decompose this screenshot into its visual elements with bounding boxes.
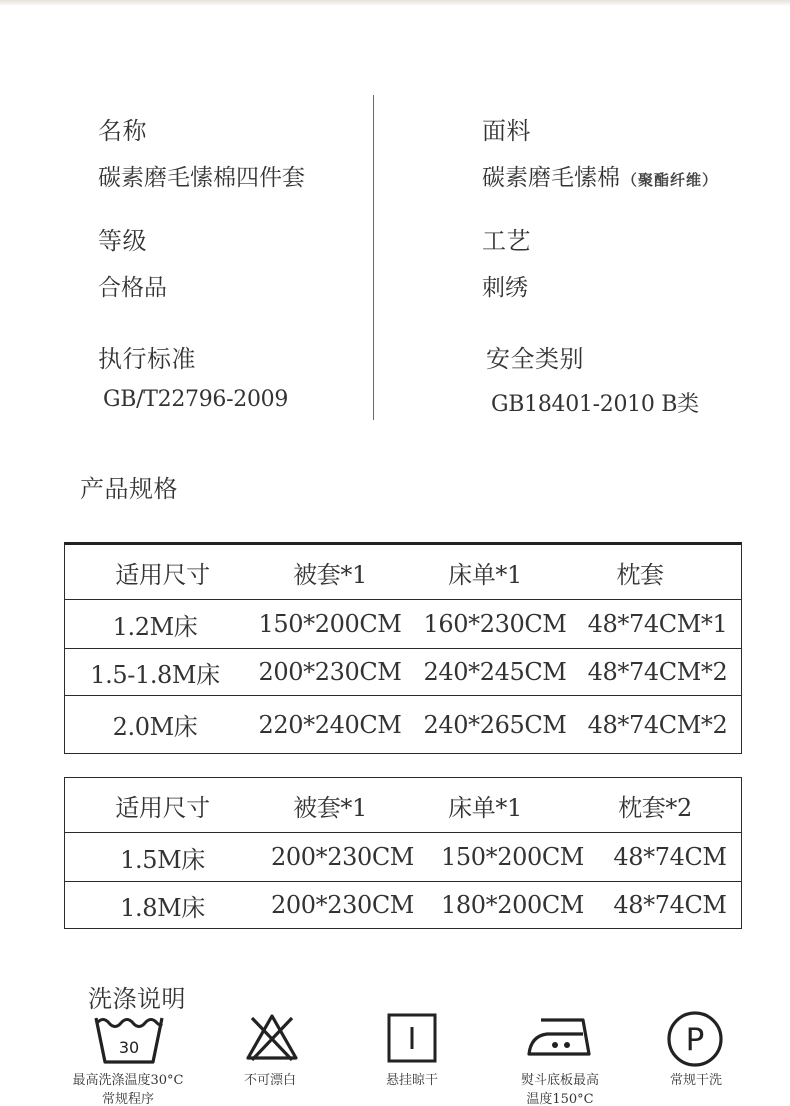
standard-value: GB/T22796-2009 xyxy=(103,387,289,412)
care-label-line: 常规干洗 xyxy=(669,1073,722,1088)
safety-value: GB18401-2010 B类 xyxy=(491,392,699,417)
care-label-line: 常规程序 xyxy=(101,1092,154,1106)
care-instructions xyxy=(0,1010,790,1106)
field-fabric xyxy=(482,111,718,192)
table-row xyxy=(65,832,741,881)
table-cell: 240*265CM xyxy=(423,710,567,739)
table-header-cell: 被套*1 xyxy=(293,560,367,589)
iron-medium-icon xyxy=(525,1014,595,1060)
name-value: 碳素磨毛愫棉四件套 xyxy=(98,165,305,191)
table-header-cell: 床单*1 xyxy=(448,793,522,822)
table-cell: 2.0M床 xyxy=(112,713,198,741)
table-cell: 200*230CM xyxy=(258,658,402,686)
table-cell: 1.5M床 xyxy=(120,845,205,874)
care-label-line: 熨斗底板最高 xyxy=(520,1073,599,1088)
table-cell: 1.5-1.8M床 xyxy=(90,660,220,689)
size-table-2 xyxy=(64,777,742,929)
table-row xyxy=(65,599,741,648)
top-strip xyxy=(0,0,790,6)
product-info xyxy=(0,95,790,420)
craft-value: 刺绣 xyxy=(482,275,528,301)
wash-30-icon xyxy=(94,1014,164,1066)
care-label xyxy=(58,1071,198,1106)
table-header-row xyxy=(65,778,741,832)
fabric-note: （聚酯纤维） xyxy=(622,171,719,189)
craft-label: 工艺 xyxy=(482,227,531,255)
care-label xyxy=(352,1071,472,1090)
dry-clean-p-icon xyxy=(666,1010,724,1068)
table-cell: 48*74CM*2 xyxy=(587,658,728,686)
care-label xyxy=(210,1071,330,1090)
field-safety xyxy=(486,339,699,418)
table-header-cell: 枕套*2 xyxy=(618,793,692,822)
grade-label: 等级 xyxy=(98,227,147,255)
field-craft xyxy=(482,221,531,302)
table-cell: 150*200CM xyxy=(258,610,402,638)
care-label-line: 不可漂白 xyxy=(243,1073,296,1088)
table-cell: 48*74CM xyxy=(613,843,727,871)
table-cell: 240*245CM xyxy=(423,658,567,686)
fabric-main: 碳素磨毛愫棉 xyxy=(482,165,620,191)
table-header-cell: 被套*1 xyxy=(293,793,367,822)
table-cell: 1.2M床 xyxy=(112,612,198,641)
wash-temp: 30 xyxy=(118,1038,140,1057)
table-header-row xyxy=(65,545,741,599)
table-cell: 160*230CM xyxy=(423,610,567,638)
size-table-1 xyxy=(64,542,742,754)
table-cell: 220*240CM xyxy=(258,710,402,739)
table-header-cell: 适用尺寸 xyxy=(115,560,210,589)
fabric-value xyxy=(482,159,718,192)
table-row xyxy=(65,695,741,753)
field-standard xyxy=(98,339,288,412)
spec-title: 产品规格 xyxy=(80,475,178,503)
no-bleach-icon xyxy=(244,1012,300,1062)
table-header-cell: 床单*1 xyxy=(448,560,522,589)
care-label-line: 悬挂晾干 xyxy=(385,1073,438,1088)
table-row xyxy=(65,881,741,928)
fabric-label: 面料 xyxy=(482,117,531,145)
care-label-line: 最高洗涤温度30°C xyxy=(72,1073,184,1088)
care-title: 洗涤说明 xyxy=(88,985,186,1013)
table-cell: 200*230CM xyxy=(271,843,414,871)
field-grade xyxy=(98,221,167,302)
grade-value: 合格品 xyxy=(98,275,167,301)
table-cell: 200*230CM xyxy=(271,891,414,919)
field-name xyxy=(98,111,305,192)
care-label xyxy=(495,1071,625,1106)
table-cell: 48*74CM*2 xyxy=(587,710,728,739)
name-label: 名称 xyxy=(98,117,147,145)
table-header-cell: 适用尺寸 xyxy=(115,793,210,822)
table-row xyxy=(65,648,741,695)
table-header-cell: 枕套 xyxy=(616,560,664,589)
table-cell: 48*74CM*1 xyxy=(587,610,728,638)
care-label-line: 温度150°C xyxy=(526,1092,594,1106)
hang-dry-icon xyxy=(386,1012,438,1064)
table-cell: 48*74CM xyxy=(613,891,727,919)
table-cell: 1.8M床 xyxy=(120,893,205,922)
care-label xyxy=(636,1071,756,1090)
standard-label: 执行标准 xyxy=(98,345,196,373)
table-cell: 180*200CM xyxy=(441,891,584,919)
column-divider xyxy=(373,95,374,420)
safety-label: 安全类别 xyxy=(486,345,584,373)
dry-clean-letter: P xyxy=(685,1022,705,1058)
table-cell: 150*200CM xyxy=(441,843,584,871)
